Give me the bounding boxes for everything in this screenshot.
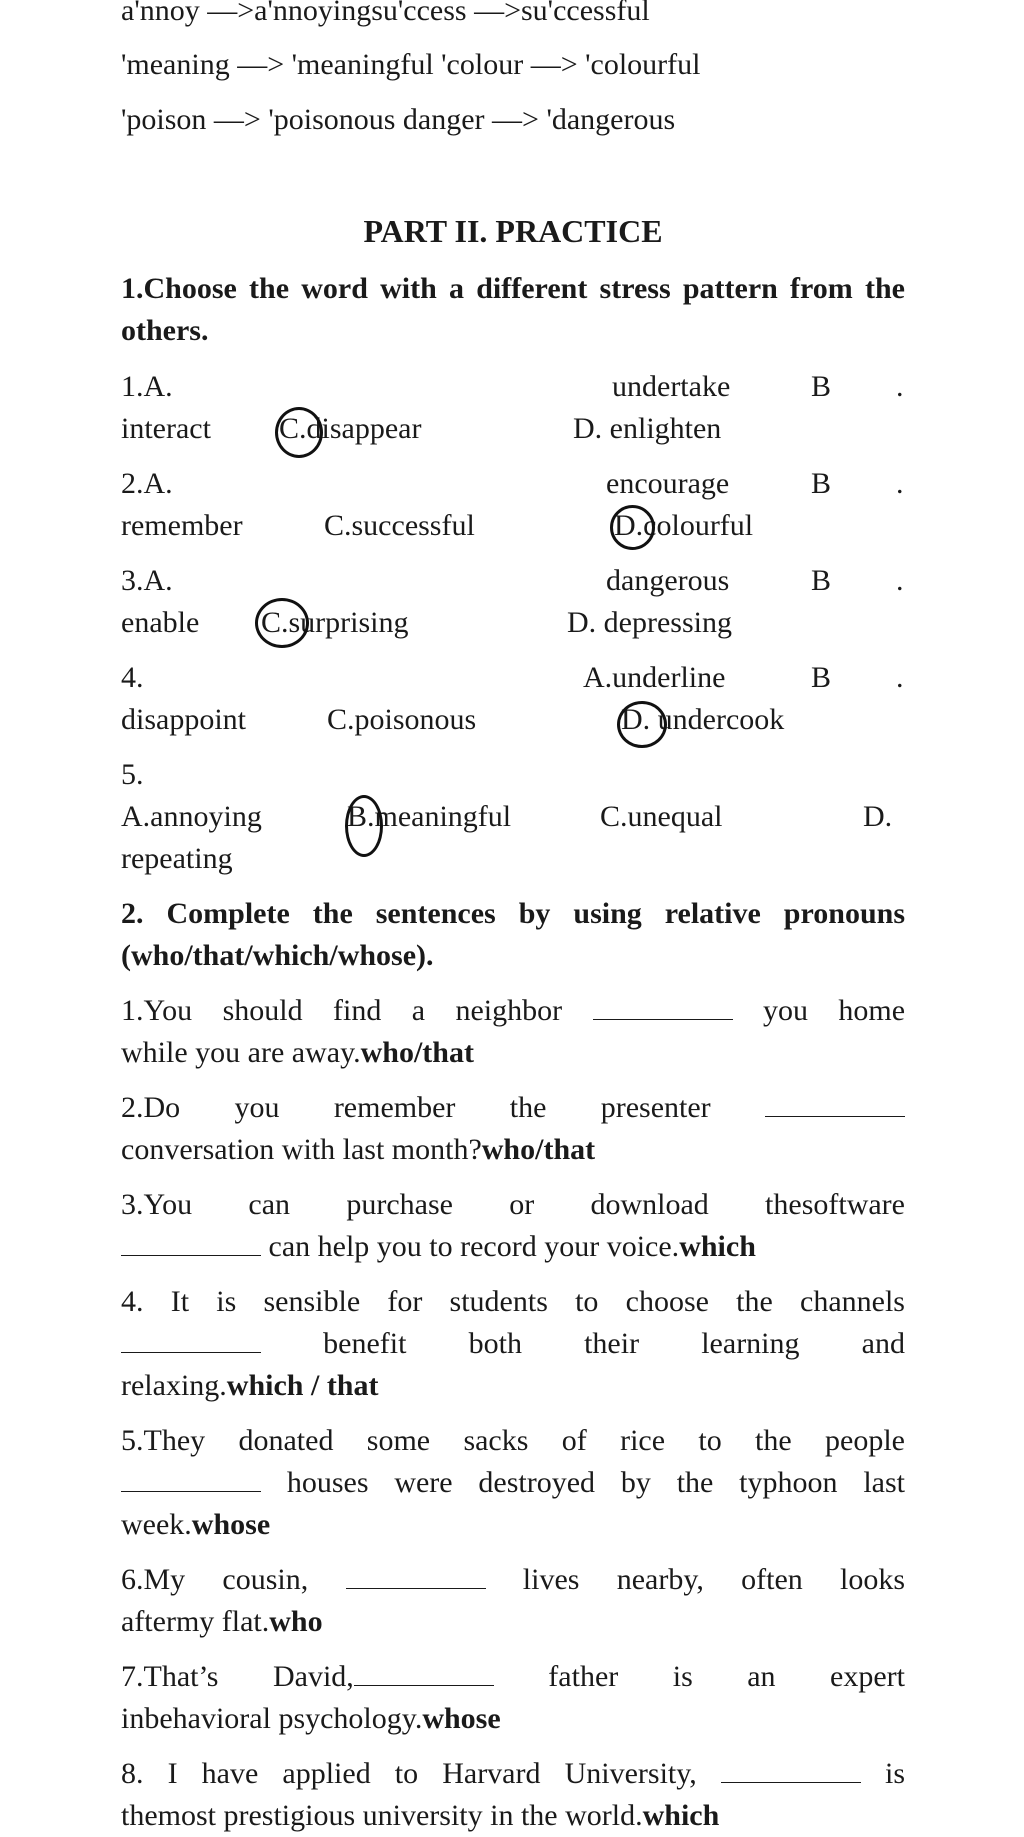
q1-option-b-letter: B: [811, 370, 832, 403]
q4-option-a: A.underline: [583, 661, 726, 694]
answer-blank[interactable]: [121, 1229, 261, 1256]
answer-key: which / that: [226, 1369, 379, 1402]
answer-key: who: [269, 1605, 323, 1638]
sentence-5-line-1: [121, 1420, 905, 1462]
sentence-5-line-2: [121, 1462, 905, 1504]
q2-dot: .: [896, 467, 904, 500]
sentence-4-line-3: [121, 1365, 378, 1407]
q2-number: 2.A.: [121, 467, 173, 500]
q1-option-a: undertake: [612, 370, 731, 403]
sentence-8-line-2: [121, 1795, 719, 1837]
answer-blank[interactable]: [721, 1756, 861, 1783]
q1-number: 1.A.: [121, 370, 173, 403]
q4-dot: .: [896, 661, 904, 694]
answer-blank[interactable]: [593, 993, 733, 1020]
sentence-text: 3.You can purchase or download thesoftware: [121, 1188, 905, 1221]
sentence-1-line-1: [121, 990, 905, 1032]
answer-circle-mark: [617, 701, 667, 748]
sentence-text: while you are away.: [121, 1036, 361, 1069]
q2-option-a: encourage: [606, 467, 730, 500]
q1-dot: .: [896, 370, 904, 403]
answer-blank[interactable]: [354, 1659, 494, 1686]
q1-option-c: C.disappear: [279, 412, 422, 445]
q3-option-d: D. depressing: [567, 606, 732, 639]
answer-blank[interactable]: [346, 1562, 486, 1589]
sentence-text: 2.Do you remember the presenter: [121, 1091, 711, 1124]
sentence-6-line-2: [121, 1601, 323, 1643]
answer-circle-mark: [255, 598, 309, 648]
sentence-text: 1.You should find a neighbor: [121, 994, 563, 1027]
q3-dot: .: [896, 564, 904, 597]
sentence-text: 5.They donated some sacks of rice to the people: [121, 1424, 905, 1457]
part-title: PART II. PRACTICE: [363, 213, 663, 249]
answer-blank[interactable]: [765, 1090, 905, 1117]
sentence-text: conversation with last month?: [121, 1133, 482, 1166]
q1-option-d: D. enlighten: [573, 412, 722, 445]
q5-option-d-letter: D.: [863, 800, 893, 833]
answer-blank[interactable]: [121, 1326, 261, 1353]
q2-option-b-letter: B: [811, 467, 832, 500]
answer-circle-mark: [345, 795, 383, 857]
answer-key: whose: [422, 1702, 501, 1735]
sentence-text: 7.That’s David,: [121, 1660, 354, 1693]
q3-option-c: C.surprising: [261, 606, 409, 639]
sentence-text: week.: [121, 1508, 192, 1541]
sentence-text: lives nearby, often looks: [522, 1563, 906, 1596]
sentence-text: you home: [762, 994, 906, 1027]
sentence-4-line-2: [121, 1323, 905, 1365]
sentence-text: 4. It is sensible for students to choose the channels: [121, 1285, 905, 1318]
sentence-text: aftermy flat.: [121, 1605, 270, 1638]
answer-key: which: [679, 1230, 756, 1263]
q5-option-c: C.unequal: [600, 800, 723, 833]
sentence-5-line-3: [121, 1504, 270, 1546]
sentence-3-line-1: [121, 1184, 905, 1226]
sentence-text: houses were destroyed by the typhoon last: [286, 1466, 905, 1499]
sentence-text: father is an expert: [548, 1660, 905, 1693]
sentence-text: 6.My cousin,: [121, 1563, 309, 1596]
exercise1-instruction: 1.Choose the word with a different stress pattern from the others.: [121, 272, 905, 347]
answer-key: whose: [191, 1508, 271, 1541]
q5-option-d: repeating: [121, 842, 233, 875]
q5-option-b: B.meaningful: [347, 800, 512, 833]
q3-option-b-letter: B: [811, 564, 832, 597]
stress-rule-3: 'poison —> 'poisonous danger —> 'dangerous: [121, 103, 676, 136]
q4-option-d: D. undercook: [621, 703, 785, 736]
sentence-2-line-2: [121, 1129, 595, 1171]
q4-option-c: C.poisonous: [327, 703, 477, 736]
answer-key: which: [642, 1799, 720, 1832]
q3-number: 3.A.: [121, 564, 173, 597]
sentence-text: inbehavioral psychology.: [121, 1702, 423, 1735]
q5-option-a: A.annoying: [121, 800, 262, 833]
sentence-text: benefit both their learning and: [323, 1327, 905, 1360]
stress-rule-1: a'nnoy —>a'nnoyingsu'ccess —>su'ccessful: [121, 0, 650, 27]
q5-number: 5.: [121, 758, 144, 791]
answer-circle-mark: [610, 505, 655, 550]
q2-option-b: remember: [121, 509, 243, 542]
answer-key: who/that: [481, 1133, 596, 1166]
sentence-4-line-1: [121, 1281, 905, 1323]
q3-option-a: dangerous: [606, 564, 730, 597]
sentence-2-line-1: [121, 1087, 905, 1129]
answer-blank[interactable]: [121, 1465, 261, 1492]
q4-option-b: disappoint: [121, 703, 246, 736]
sentence-text: themost prestigious university in the world.: [121, 1799, 643, 1832]
sentence-3-line-2: [121, 1226, 756, 1268]
q4-option-b-letter: B: [811, 661, 832, 694]
q4-number: 4.: [121, 661, 144, 694]
answer-key: who/that: [360, 1036, 474, 1069]
sentence-7-line-2: [121, 1698, 501, 1740]
stress-rule-2: 'meaning —> 'meaningful 'colour —> 'colourful: [121, 48, 701, 81]
sentence-8-line-1: [121, 1753, 905, 1795]
q2-option-c: C.successful: [324, 509, 475, 542]
sentence-text: is: [884, 1757, 905, 1790]
sentence-text: can help you to record your voice.: [268, 1230, 680, 1263]
q1-option-b: interact: [121, 412, 211, 445]
q2-option-d: D.colourful: [614, 509, 754, 542]
exercise2-instruction: 2. Complete the sentences by using relative pronouns (who/that/which/whose).: [121, 897, 905, 972]
sentence-1-line-2: [121, 1032, 474, 1074]
sentence-text: relaxing.: [121, 1369, 227, 1402]
answer-circle-mark: [275, 407, 323, 458]
sentence-6-line-1: [121, 1559, 905, 1601]
q3-option-b: enable: [121, 606, 200, 639]
sentence-text: 8. I have applied to Harvard University,: [121, 1757, 697, 1790]
sentence-7-line-1: [121, 1656, 905, 1698]
